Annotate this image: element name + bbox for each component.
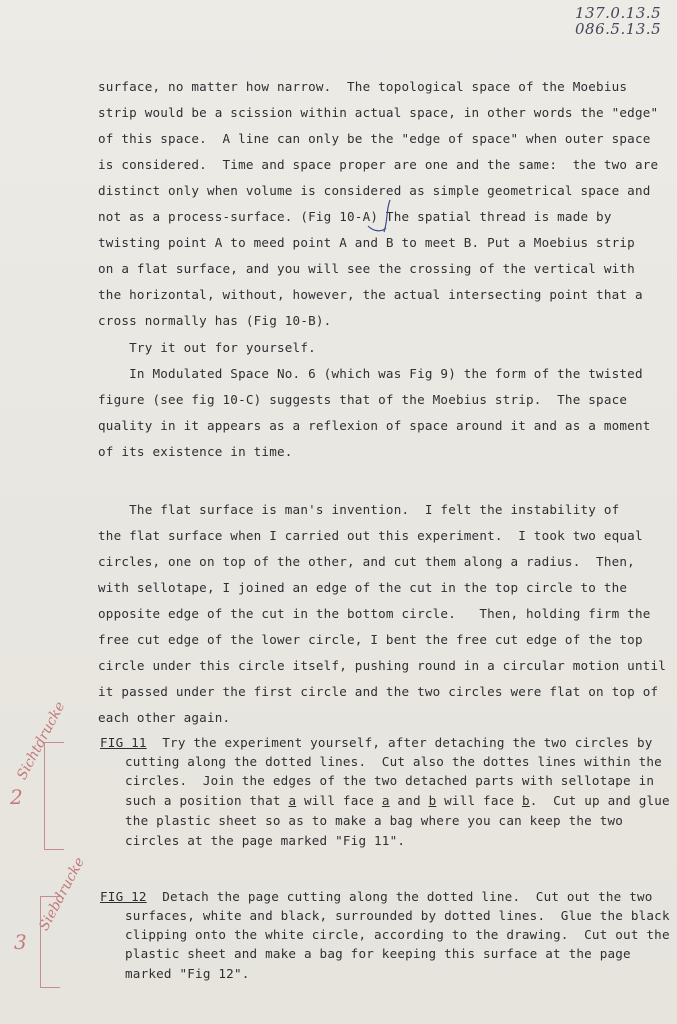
fig11-text: Try the experiment yourself, after detaching the two circles by xyxy=(146,735,653,750)
text-segment: such a position that xyxy=(125,793,289,808)
text-line xyxy=(125,793,670,809)
letter-b: b xyxy=(428,793,437,808)
margin-note-2: Siebdrucke xyxy=(36,854,88,934)
text-line: cross normally has (Fig 10-B). xyxy=(98,313,332,328)
margin-bracket-tick xyxy=(44,742,64,743)
text-line: clipping onto the white circle, according to the drawing. Cut out the xyxy=(125,927,670,942)
fig12-text: Detach the page cutting along the dotted line. Cut out the two xyxy=(146,889,653,904)
text-line: circles at the page marked "Fig 11". xyxy=(125,833,406,848)
text-line: not as a process-surface. (Fig 10-A) The spatial thread is made by xyxy=(98,209,612,224)
text-line: twisting point A to meed point A and B to meet B. Put a Moebius strip xyxy=(98,235,635,250)
margin-bracket-tick xyxy=(40,896,60,897)
text-line: In Modulated Space No. 6 (which was Fig 9) the form of the twisted xyxy=(98,366,643,381)
text-line: circle under this circle itself, pushing round in a circular motion until xyxy=(98,658,667,673)
text-line: the plastic sheet so as to make a bag where you can keep the two xyxy=(125,813,624,828)
text-line: of this space. A line can only be the "edge of space" when outer space xyxy=(98,131,651,146)
text-line: the horizontal, without, however, the actual intersecting point that a xyxy=(98,287,643,302)
text-line: with sellotape, I joined an edge of the cut in the top circle to the xyxy=(98,580,628,595)
text-line: the flat surface when I carried out this experiment. I took two equal xyxy=(98,528,643,543)
margin-bracket-2 xyxy=(40,896,41,988)
text-segment: will face xyxy=(296,793,382,808)
margin-bracket-tick xyxy=(44,849,64,850)
text-line: is considered. Time and space proper are one and the same: the two are xyxy=(98,157,659,172)
text-line: quality in it appears as a reflexion of space around it and as a moment xyxy=(98,418,651,433)
fig12-first-line xyxy=(100,889,653,905)
fig11-label: FIG 11 xyxy=(100,735,147,750)
text-line: on a flat surface, and you will see the crossing of the vertical with xyxy=(98,261,635,276)
text-line: free cut edge of the lower circle, I bent the free cut edge of the top xyxy=(98,632,643,647)
reference-number-1: 137.0.13.5 xyxy=(575,4,662,22)
text-segment: . Cut up and glue xyxy=(529,793,670,808)
fig12-label: FIG 12 xyxy=(100,889,147,904)
text-line: cutting along the dotted lines. Cut also the dottes lines within the xyxy=(125,754,662,769)
ink-correction-mark xyxy=(360,196,420,236)
text-line: figure (see fig 10-C) suggests that of the Moebius strip. The space xyxy=(98,392,628,407)
letter-a: a xyxy=(288,793,297,808)
text-line: The flat surface is man's invention. I felt the instability of xyxy=(98,502,620,517)
text-line: strip would be a scission within actual space, in other words the "edge" xyxy=(98,105,659,120)
letter-b: b xyxy=(521,793,530,808)
fig11-first-line xyxy=(100,735,653,751)
text-segment: will face xyxy=(436,793,522,808)
margin-number-2: 2 xyxy=(10,785,23,809)
reference-number-2: 086.5.13.5 xyxy=(575,20,662,38)
text-line: plastic sheet and make a bag for keeping this surface at the page xyxy=(125,946,631,961)
margin-number-3: 3 xyxy=(14,930,27,954)
text-line: marked "Fig 12". xyxy=(125,966,250,981)
text-line: distinct only when volume is considered as simple geometrical space and xyxy=(98,183,651,198)
margin-bracket-1 xyxy=(44,742,45,850)
text-line: of its existence in time. xyxy=(98,444,293,459)
margin-note-1: Sichtdrucke xyxy=(14,699,69,783)
letter-a: a xyxy=(381,793,390,808)
margin-bracket-tick xyxy=(40,987,60,988)
text-line: circles, one on top of the other, and cut them along a radius. Then, xyxy=(98,554,635,569)
text-segment: and xyxy=(389,793,429,808)
text-line: circles. Join the edges of the two detached parts with sellotape in xyxy=(125,773,655,788)
text-line: each other again. xyxy=(98,710,231,725)
paragraph-2: Try it out for yourself. xyxy=(98,340,316,355)
text-line: surfaces, white and black, surrounded by dotted lines. Glue the black xyxy=(125,908,670,923)
text-line: it passed under the first circle and the two circles were flat on top of xyxy=(98,684,659,699)
text-line: opposite edge of the cut in the bottom circle. Then, holding firm the xyxy=(98,606,651,621)
text-line: surface, no matter how narrow. The topological space of the Moebius xyxy=(98,79,628,94)
